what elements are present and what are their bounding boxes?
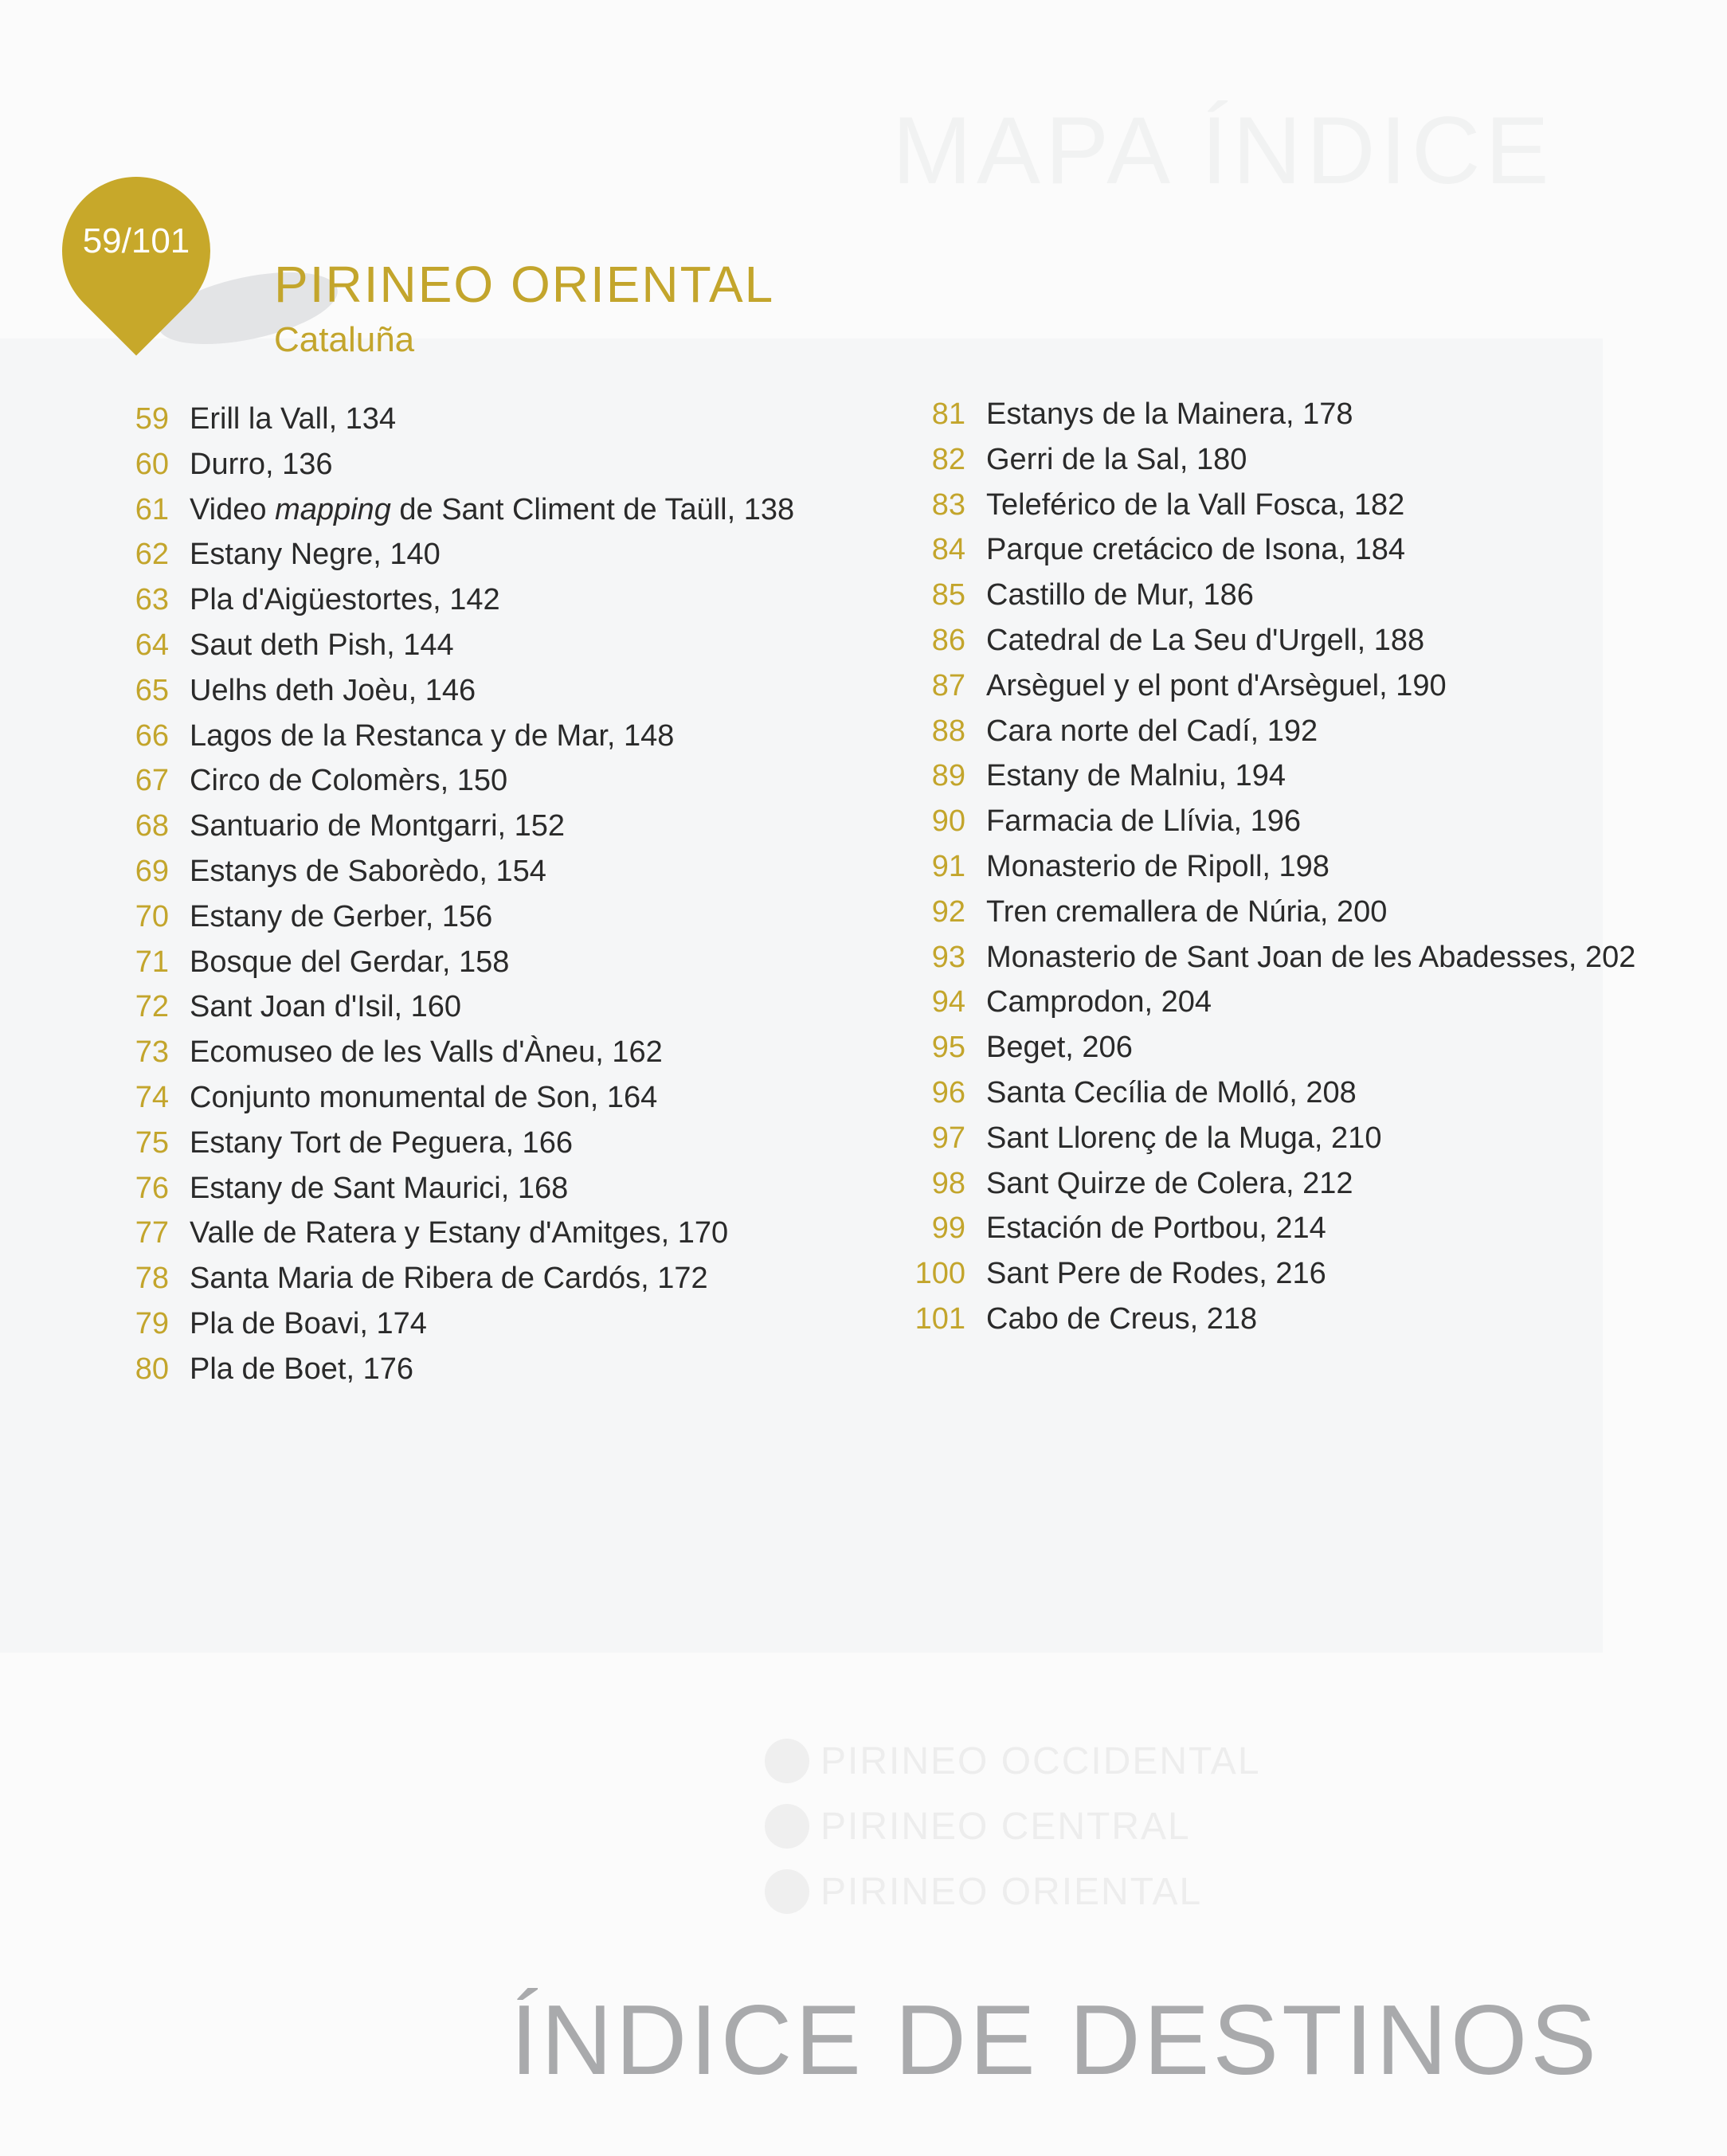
list-item	[112, 1211, 794, 1256]
entry-number: 60	[135, 447, 169, 481]
list-item	[112, 487, 794, 533]
entry-text: Estanys de la Mainera, 178	[986, 397, 1353, 431]
entry-text: Pla de Boavi, 174	[190, 1306, 427, 1340]
entry-number: 61	[135, 492, 169, 526]
entry-text: Bosque del Gerdar, 158	[190, 945, 510, 979]
entry-text: Pla d'Aigüestortes, 142	[190, 583, 500, 617]
entry-text: Santa Cecília de Molló, 208	[986, 1075, 1357, 1109]
entry-text: Circo de Colomèrs, 150	[190, 764, 508, 798]
list-item	[908, 573, 1635, 618]
entry-text: Estanys de Saborèdo, 154	[190, 854, 546, 888]
list-item	[908, 663, 1635, 709]
entry-text: Conjunto monumental de Son, 164	[190, 1080, 658, 1114]
entry-number: 91	[931, 849, 965, 883]
entry-number: 78	[135, 1262, 169, 1296]
ghost-region-label: PIRINEO CENTRAL	[820, 1805, 1191, 1848]
entry-text: Durro, 136	[190, 447, 333, 481]
list-item	[908, 844, 1635, 890]
entry-text: Estany Negre, 140	[190, 538, 441, 572]
entry-text: Estany de Gerber, 156	[190, 899, 493, 933]
entry-text: Santa Maria de Ribera de Cardós, 172	[190, 1262, 708, 1296]
list-item	[112, 758, 794, 804]
destinations-list-right	[908, 392, 1635, 1342]
entry-number: 66	[135, 718, 169, 753]
entry-text: Castillo de Mur, 186	[986, 578, 1254, 612]
list-item	[908, 753, 1635, 799]
list-item	[112, 668, 794, 714]
list-item	[112, 984, 794, 1030]
ghost-region-row	[765, 1859, 1261, 1924]
entry-text: Tren cremallera de Núria, 200	[986, 894, 1388, 929]
list-item	[908, 1251, 1635, 1297]
entry-number: 82	[931, 442, 965, 476]
entry-text: Uelhs deth Joèu, 146	[190, 673, 476, 707]
entry-text: Sant Llorenç de la Muga, 210	[986, 1121, 1382, 1155]
list-item	[908, 527, 1635, 573]
ghost-region-row	[765, 1728, 1261, 1794]
entry-number: 63	[135, 583, 169, 617]
entry-text: Estany de Malniu, 194	[986, 759, 1286, 793]
entry-number: 73	[135, 1035, 169, 1070]
entry-text: Ecomuseo de les Valls d'Àneu, 162	[190, 1035, 663, 1070]
list-item	[112, 849, 794, 894]
entry-text: Monasterio de Ripoll, 198	[986, 849, 1330, 883]
circle-icon	[765, 1869, 809, 1914]
list-item	[908, 935, 1635, 980]
entry-number: 81	[931, 397, 965, 431]
page-title: ÍNDICE DE DESTINOS	[510, 1986, 1600, 2095]
list-item	[112, 1121, 794, 1166]
entry-text: Cara norte del Cadí, 192	[986, 714, 1318, 748]
list-item	[112, 623, 794, 668]
entry-text: Sant Joan d'Isil, 160	[190, 990, 462, 1024]
entry-text: Beget, 206	[986, 1031, 1133, 1065]
entry-number: 93	[931, 940, 965, 974]
entry-number: 88	[931, 714, 965, 748]
entry-text: Farmacia de Llívia, 196	[986, 804, 1301, 839]
list-item	[908, 392, 1635, 437]
entry-text: Catedral de La Seu d'Urgell, 188	[986, 623, 1425, 657]
entry-text: Sant Pere de Rodes, 216	[986, 1257, 1326, 1291]
entry-number: 69	[135, 854, 169, 888]
entry-number: 68	[135, 809, 169, 843]
list-item	[112, 1301, 794, 1347]
entry-text: Camprodon, 204	[986, 985, 1212, 1019]
entry-number: 74	[135, 1080, 169, 1114]
entry-text-part: Video	[190, 492, 276, 526]
list-item	[908, 799, 1635, 844]
entry-number: 75	[135, 1125, 169, 1160]
list-item	[112, 397, 794, 442]
list-item	[908, 1297, 1635, 1342]
entry-number: 71	[135, 945, 169, 979]
circle-icon	[765, 1739, 809, 1783]
region-title: PIRINEO ORIENTAL	[274, 256, 775, 313]
entry-number: 62	[135, 538, 169, 572]
entry-text: Sant Quirze de Colera, 212	[986, 1166, 1353, 1200]
entry-text: Gerri de la Sal, 180	[986, 442, 1247, 476]
list-item	[908, 1025, 1635, 1070]
entry-number: 65	[135, 673, 169, 707]
entry-text: Estany Tort de Peguera, 166	[190, 1125, 573, 1160]
entry-text: Parque cretácico de Isona, 184	[986, 533, 1406, 567]
range-badge: 59/101	[82, 221, 190, 260]
list-item	[908, 483, 1635, 528]
entry-text: Estany de Sant Maurici, 168	[190, 1171, 569, 1205]
list-item	[908, 1116, 1635, 1161]
entry-text: Pla de Boet, 176	[190, 1352, 413, 1386]
list-item	[112, 532, 794, 577]
entry-number: 64	[135, 628, 169, 662]
list-item	[112, 714, 794, 759]
ghost-region-legend	[765, 1728, 1261, 1924]
entry-text: Arsèguel y el pont d'Arsèguel, 190	[986, 668, 1447, 702]
entry-number: 72	[135, 990, 169, 1024]
list-item	[112, 940, 794, 985]
entry-number: 84	[931, 533, 965, 567]
entry-number: 77	[135, 1216, 169, 1250]
entry-number: 90	[931, 804, 965, 839]
entry-number: 94	[931, 985, 965, 1019]
entry-number: 101	[914, 1301, 965, 1336]
entry-text	[190, 487, 794, 533]
list-item	[112, 1166, 794, 1211]
entry-number: 79	[135, 1306, 169, 1340]
list-item	[908, 1070, 1635, 1116]
list-item	[112, 894, 794, 940]
entry-number: 85	[931, 578, 965, 612]
entry-number: 99	[931, 1211, 965, 1246]
entry-number: 89	[931, 759, 965, 793]
list-item	[112, 577, 794, 623]
entry-text: Santuario de Montgarri, 152	[190, 809, 566, 843]
list-item	[112, 442, 794, 487]
entry-number: 100	[914, 1257, 965, 1291]
entry-number: 98	[931, 1166, 965, 1200]
entry-text: Lagos de la Restanca y de Mar, 148	[190, 718, 675, 753]
destinations-list-left	[112, 397, 794, 1392]
list-item	[908, 618, 1635, 663]
entry-number: 87	[931, 668, 965, 702]
entry-number: 67	[135, 764, 169, 798]
entry-text-italic: mapping	[275, 492, 391, 526]
entry-number: 83	[931, 487, 965, 522]
entry-text: Cabo de Creus, 218	[986, 1301, 1258, 1336]
list-item	[908, 709, 1635, 754]
entry-number: 70	[135, 899, 169, 933]
entry-text: Teleférico de la Vall Fosca, 182	[986, 487, 1405, 522]
list-item	[908, 1161, 1635, 1207]
list-item	[112, 1075, 794, 1121]
list-item	[908, 437, 1635, 483]
entry-text: Valle de Ratera y Estany d'Amitges, 170	[190, 1216, 729, 1250]
list-item	[112, 804, 794, 849]
list-item	[908, 980, 1635, 1025]
list-item	[112, 1030, 794, 1075]
circle-icon	[765, 1804, 809, 1849]
entry-number: 96	[931, 1075, 965, 1109]
entry-text: Saut deth Pish, 144	[190, 628, 454, 662]
list-item	[908, 1206, 1635, 1251]
entry-text: Erill la Vall, 134	[190, 402, 397, 436]
ghost-region-label: PIRINEO ORIENTAL	[820, 1870, 1203, 1913]
list-item	[908, 890, 1635, 935]
entry-number: 80	[135, 1352, 169, 1386]
entry-number: 95	[931, 1031, 965, 1065]
list-item	[112, 1347, 794, 1392]
entry-text-part: de Sant Climent de Taüll, 138	[390, 492, 795, 526]
list-item	[112, 1256, 794, 1301]
entry-number: 86	[931, 623, 965, 657]
region-subtitle: Cataluña	[274, 320, 415, 359]
entry-number: 92	[931, 894, 965, 929]
entry-text: Monasterio de Sant Joan de les Abadesses, 202	[986, 940, 1636, 974]
entry-number: 59	[135, 402, 169, 436]
ghost-region-label: PIRINEO OCCIDENTAL	[820, 1739, 1261, 1782]
entry-number: 76	[135, 1171, 169, 1205]
background-title: MAPA ÍNDICE	[892, 97, 1554, 204]
ghost-region-row	[765, 1794, 1261, 1859]
entry-text: Estación de Portbou, 214	[986, 1211, 1326, 1246]
entry-number: 97	[931, 1121, 965, 1155]
